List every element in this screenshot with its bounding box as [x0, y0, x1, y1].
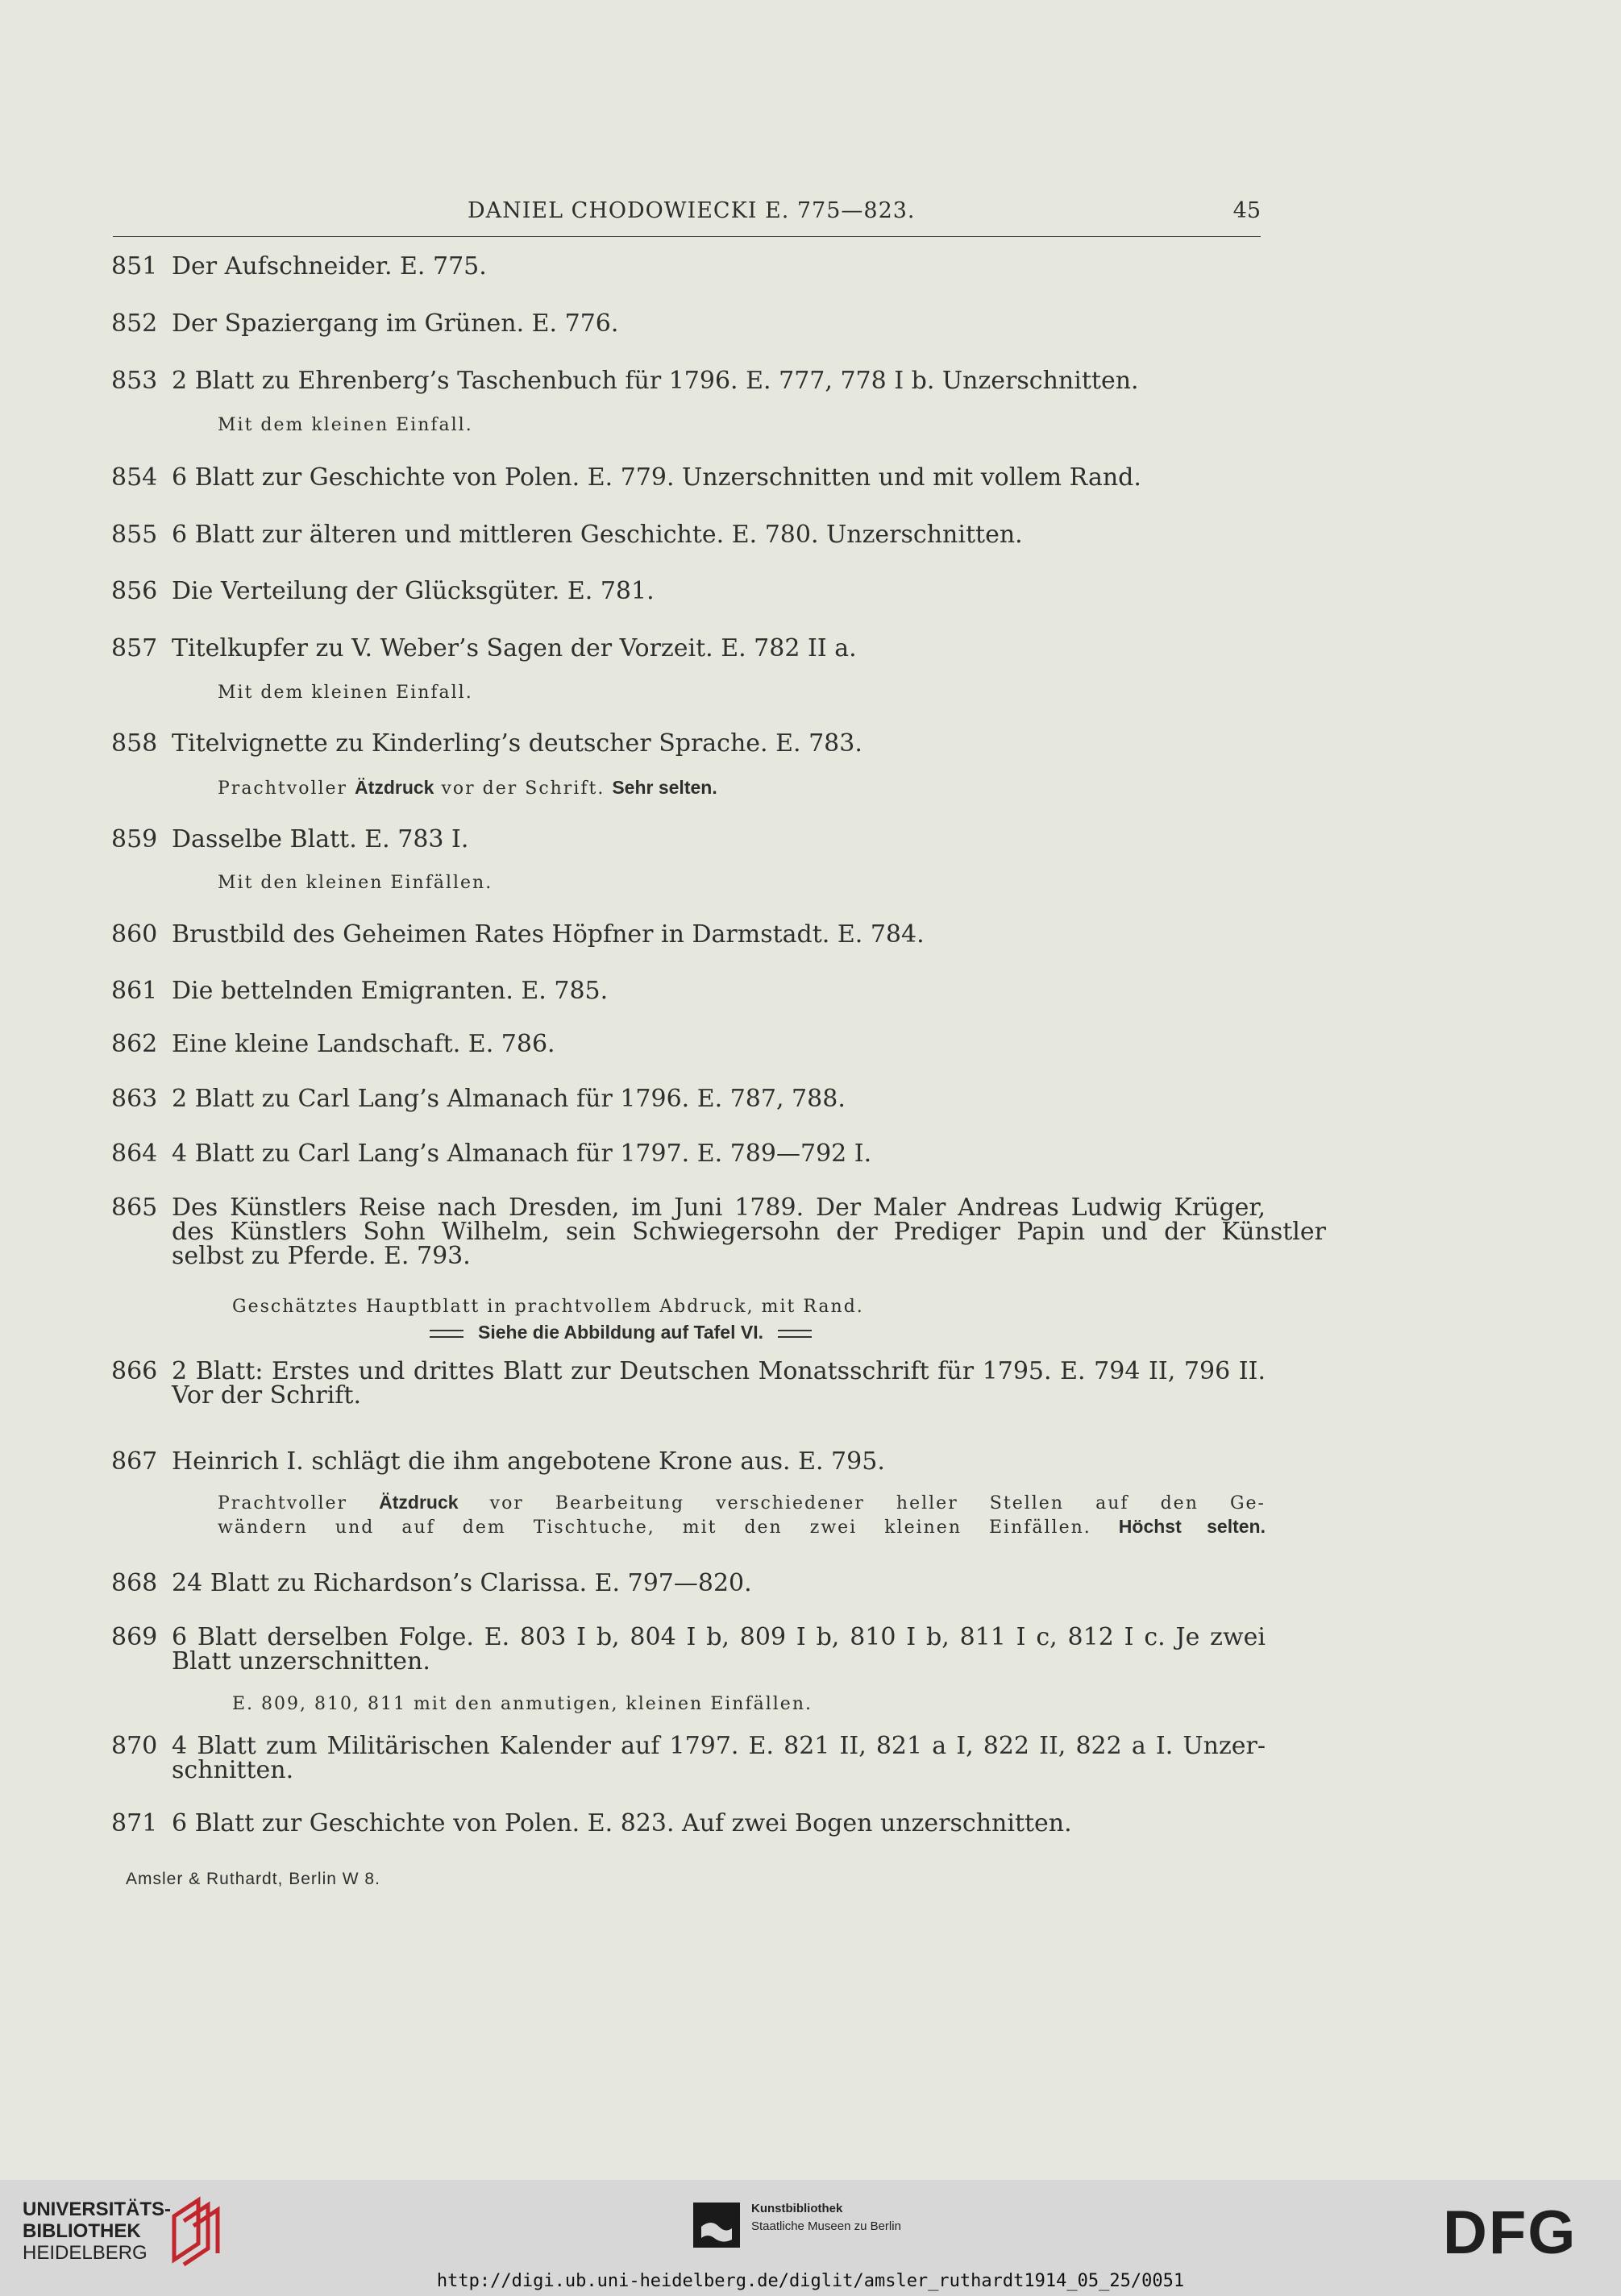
entry-note	[232, 1692, 813, 1717]
entry-text: Eine kleine Landschaft. E. 786.	[172, 1030, 555, 1058]
note-text: Mit dem kleinen Einfall.	[218, 683, 473, 703]
kb-line-2: Staatliche Museen zu Berlin	[751, 2219, 901, 2233]
entry-text: Die Verteilung der Glücksgüter. E. 781.	[172, 577, 655, 605]
entry-line	[111, 1647, 430, 1676]
note-emphasis: Ätzdruck	[355, 777, 434, 798]
entry-line	[111, 1569, 752, 1598]
entry-text: 2 Blatt zu Ehrenberg’s Taschenbuch für 1796. E. 777, 778 I b. Unzerschnitten.	[172, 367, 1139, 395]
entry-line	[111, 977, 608, 1006]
entry-note	[218, 1490, 1266, 1516]
kb-line-1: Kunstbibliothek	[751, 2202, 843, 2215]
entry-text: schnitten.	[172, 1756, 294, 1784]
entry-number: 861	[111, 977, 158, 1005]
page-number: 45	[1232, 198, 1261, 223]
entry-line	[111, 521, 1023, 550]
note-emphasis: Siehe die Abbildung auf Tafel VI.	[478, 1322, 763, 1343]
entry-number: 858	[111, 729, 158, 758]
printer-imprint: Amsler & Ruthardt, Berlin W 8.	[126, 1870, 380, 1888]
entry-text: selbst zu Pferde. E. 793.	[172, 1242, 471, 1270]
entry-text: 4 Blatt zum Militärischen Kalender auf 1797. E. 821 II, 821 a I, 822 II, 822 a I. Unzer-	[172, 1732, 1266, 1760]
entry-line	[111, 309, 618, 338]
entry-text: 4 Blatt zu Carl Lang’s Almanach für 1797. E. 789—792 I.	[172, 1140, 872, 1168]
entry-number: 865	[111, 1194, 158, 1222]
note-emphasis: Ätzdruck	[379, 1492, 459, 1513]
entry-line	[111, 367, 1139, 396]
entry-text: 2 Blatt: Erstes und drittes Blatt zur Deutschen Monatsschrift für 1795. E. 794 II, 796 II.	[172, 1357, 1266, 1385]
header-title: DANIEL CHODOWIECKI E. 775—823.	[468, 198, 916, 223]
entry-text: des Künstlers Sohn Wilhelm, sein Schwiegersohn der Prediger Papin und der Künstler	[172, 1218, 1326, 1246]
entry-text: Heinrich I. schlägt die ihm angebotene Krone aus. E. 795.	[172, 1447, 885, 1476]
ub-heidelberg-logo-icon[interactable]	[164, 2194, 229, 2266]
entry-line	[111, 634, 857, 663]
kunstbibliothek-logo-text[interactable]	[751, 2200, 901, 2236]
entry-text: Titelkupfer zu V. Weber’s Sagen der Vorzeit. E. 782 II a.	[172, 634, 857, 662]
note-text: Prachtvoller	[218, 1493, 380, 1513]
note-text: Geschätztes Hauptblatt in prachtvollem Abdruck, mit Rand.	[232, 1297, 864, 1317]
entry-line	[111, 920, 925, 949]
entry-text: Dasselbe Blatt. E. 783 I.	[172, 825, 469, 853]
entry-number: 857	[111, 634, 158, 662]
entry-text: Vor der Schrift.	[172, 1381, 361, 1410]
entry-number: 856	[111, 577, 158, 605]
entry-text: 6 Blatt zur älteren und mittleren Geschichte. E. 780. Unzerschnitten.	[172, 521, 1023, 549]
note-text: Mit dem kleinen Einfall.	[218, 415, 473, 435]
double-rule-left	[430, 1330, 463, 1338]
note-text: Prachtvoller	[218, 778, 355, 799]
entry-text: 2 Blatt zu Carl Lang’s Almanach für 1796. E. 787, 788.	[172, 1085, 846, 1113]
entry-number: 864	[111, 1140, 158, 1168]
kunstbibliothek-logo-icon[interactable]	[693, 2203, 740, 2248]
entry-note	[218, 1514, 1266, 1540]
entry-number: 859	[111, 825, 158, 853]
entry-number: 862	[111, 1030, 158, 1058]
header-rule	[113, 236, 1261, 237]
entry-line	[111, 1381, 361, 1410]
entry-number: 870	[111, 1732, 158, 1760]
ub-line-2: BIBLIOTHEK	[23, 2220, 141, 2242]
entry-line	[111, 1030, 555, 1059]
entry-text: Der Spaziergang im Grünen. E. 776.	[172, 309, 619, 338]
entry-number: 860	[111, 920, 158, 949]
entry-line	[111, 825, 468, 854]
entry-line	[111, 1242, 471, 1271]
entry-line	[111, 1809, 1072, 1838]
entry-number: 863	[111, 1085, 158, 1113]
entry-line	[111, 1140, 871, 1169]
entry-line	[111, 1447, 885, 1476]
entry-line	[111, 1085, 846, 1114]
entry-number: 867	[111, 1447, 158, 1476]
dfg-logo-text: DFG	[1443, 2205, 1577, 2260]
entry-number: 855	[111, 521, 158, 549]
dfg-logo[interactable]	[1443, 2205, 1604, 2260]
entry-line	[111, 577, 655, 606]
note-text: E. 809, 810, 811 mit den anmutigen, kleinen Einfällen.	[232, 1694, 813, 1714]
note-text: vor der Schrift.	[434, 778, 613, 799]
permalink-url[interactable]: http://digi.ub.uni-heidelberg.de/diglit/amsler_ruthardt1914_05_25/0051	[436, 2271, 1185, 2291]
running-header	[113, 192, 1261, 237]
entry-number: 851	[111, 252, 158, 280]
entry-number: 871	[111, 1809, 158, 1837]
ub-line-3: HEIDELBERG	[23, 2242, 148, 2264]
ub-line-1: UNIVERSITÄTS-	[23, 2198, 172, 2220]
entry-line	[111, 252, 487, 281]
entry-note	[218, 413, 473, 438]
entry-note	[218, 681, 473, 705]
entry-number: 853	[111, 367, 158, 395]
entry-text: Brustbild des Geheimen Rates Höpfner in Darmstadt. E. 784.	[172, 920, 925, 949]
entry-line	[111, 1756, 293, 1785]
entry-text: 6 Blatt zur Geschichte von Polen. E. 823. Auf zwei Bogen unzerschnitten.	[172, 1809, 1072, 1837]
note-emphasis: Sehr selten.	[612, 777, 717, 798]
entry-text: Titelvignette zu Kinderling’s deutscher Sprache. E. 783.	[172, 729, 862, 758]
entry-text: 6 Blatt zur Geschichte von Polen. E. 779. Unzerschnitten und mit vollem Rand.	[172, 463, 1141, 492]
entry-line	[111, 729, 862, 758]
entry-note	[232, 1295, 864, 1319]
double-rule-right	[778, 1330, 812, 1338]
entry-text: 24 Blatt zu Richardson’s Clarissa. E. 797—820.	[172, 1569, 752, 1597]
note-text: Mit den kleinen Einfällen.	[218, 873, 493, 893]
entry-note	[218, 871, 493, 895]
entry-text: Blatt unzerschnitten.	[172, 1647, 430, 1675]
ub-heidelberg-logo-text[interactable]	[23, 2198, 171, 2264]
entry-text: Des Künstlers Reise nach Dresden, im Juni 1789. Der Maler Andreas Ludwig Krüger,	[172, 1194, 1266, 1222]
note-text: vor Bearbeitung verschiedener heller Stellen auf den Ge-	[458, 1493, 1266, 1513]
entry-number: 869	[111, 1623, 158, 1651]
entry-text: 6 Blatt derselben Folge. E. 803 I b, 804 I b, 809 I b, 810 I b, 811 I c, 812 I c. Je zwei	[172, 1623, 1266, 1651]
entry-note	[218, 775, 717, 801]
note-text: wändern und auf dem Tischtuche, mit den zwei kleinen Einfällen.	[218, 1518, 1119, 1538]
entry-number: 852	[111, 309, 158, 338]
entry-line	[111, 463, 1141, 492]
entry-text: Der Aufschneider. E. 775.	[172, 252, 487, 280]
entry-number: 854	[111, 463, 158, 492]
note-emphasis: Höchst selten.	[1118, 1516, 1266, 1537]
entry-text: Die bettelnden Emigranten. E. 785.	[172, 977, 609, 1005]
entry-number: 866	[111, 1357, 158, 1385]
entry-note	[218, 1320, 1024, 1346]
entry-number: 868	[111, 1569, 158, 1597]
